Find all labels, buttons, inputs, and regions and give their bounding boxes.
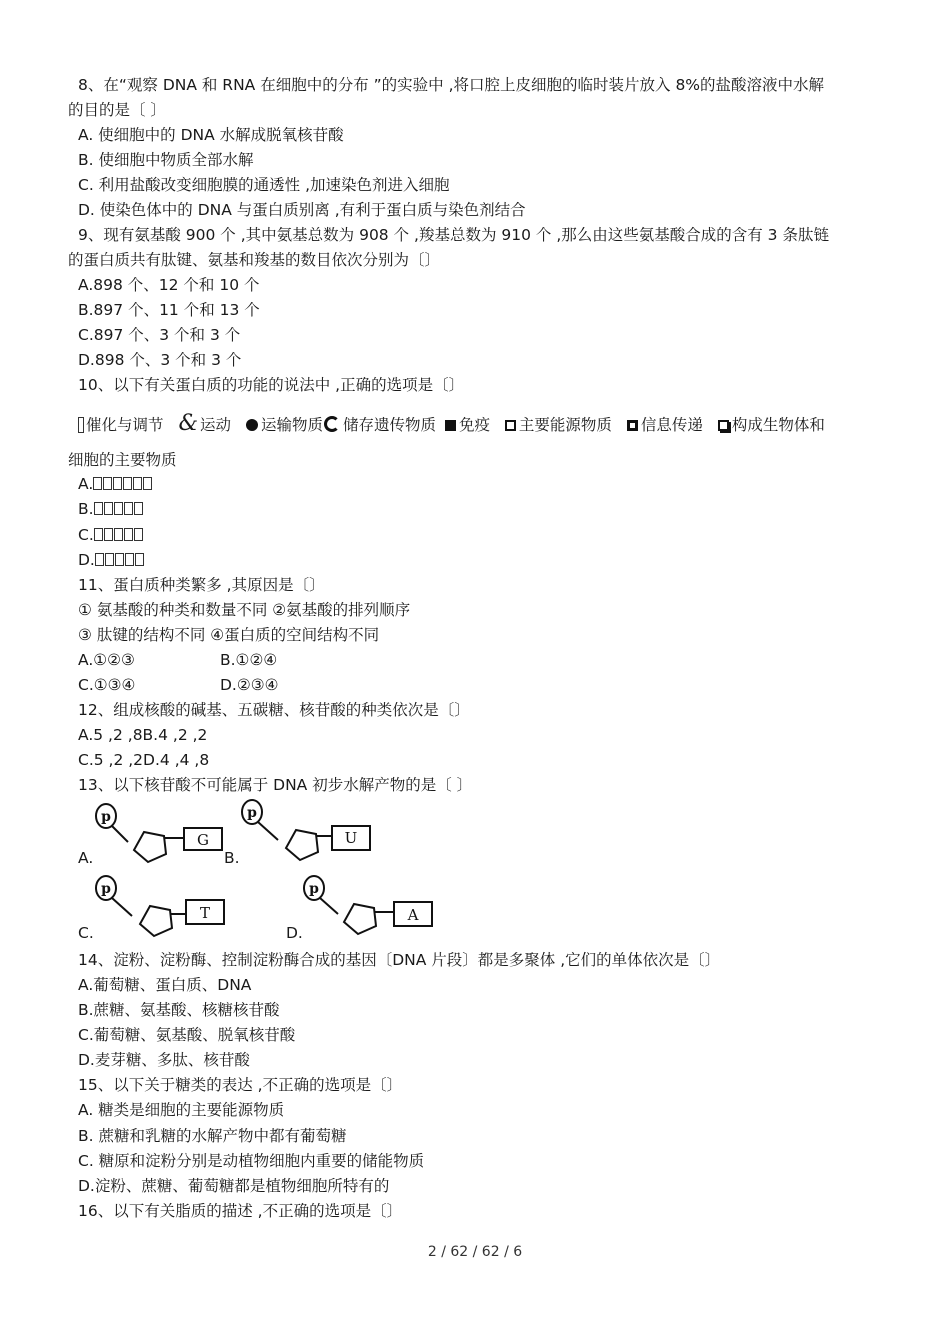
shadow-square-icon: [718, 420, 729, 431]
q8-stem-line1: 8、在“观察 DNA 和 RNA 在细胞中的分布 ”的实验中 ,将口腔上皮细胞的临时装片放入 8%的盐酸溶液中水解: [78, 76, 825, 94]
q10-option-c-label: C.: [78, 526, 94, 544]
q11-option-c: C.①③④: [78, 676, 136, 694]
q8-option-a: A. 使细胞中的 DNA 水解成脱氧核苷酸: [78, 126, 344, 144]
q9-option-b: B.897 个、11 个和 13 个: [78, 301, 260, 319]
q10-option-d: [78, 550, 145, 570]
phosphate-label: p: [247, 805, 257, 821]
q9-option-d: D.898 个、3 个和 3 个: [78, 351, 242, 369]
q9-stem-line2: 的蛋白质共有肽键、氨基和羧基的数目依次分别为〔〕: [68, 251, 441, 269]
q15-option-b: B. 蔗糖和乳糖的水解产物中都有葡萄糖: [78, 1127, 347, 1145]
pentose-ring: [134, 832, 166, 862]
q11-option-d: D.②③④: [220, 676, 279, 694]
q14-stem: 14、淀粉、淀粉酶、控制淀粉酶合成的基因〔DNA 片段〕都是多聚体 ,它们的单体依次是〔〕: [78, 951, 721, 969]
base-label: G: [197, 831, 209, 849]
empty-square-icon: [505, 420, 516, 431]
q10-item-5: 免疫: [458, 416, 490, 434]
q15-option-c: C. 糖原和淀粉分别是动植物细胞内重要的储能物质: [78, 1152, 425, 1170]
q10-option-a-label: A.: [78, 475, 94, 493]
pentose-ring: [344, 904, 376, 934]
q9-option-c: C.897 个、3 个和 3 个: [78, 326, 241, 344]
base-label: U: [344, 829, 358, 847]
filled-square-icon: [445, 420, 456, 431]
q11-line2: ③ 肽键的结构不同 ④蛋白质的空间结构不同: [78, 626, 380, 644]
q9-stem-line1: 9、现有氨基酸 900 个 ,其中氨基总数为 908 个 ,羧基总数为 910 个 ,那么由这些氨基酸合成的含有 3 条肽链: [78, 226, 829, 244]
q8-option-b: B. 使细胞中物质全部水解: [78, 151, 254, 169]
q16-stem: 16、以下有关脂质的描述 ,不正确的选项是〔〕: [78, 1202, 403, 1220]
q10-option-b-glyph-boxes: [94, 499, 144, 519]
phosphate-label: p: [309, 881, 319, 897]
q9-option-a: A.898 个、12 个和 10 个: [78, 276, 260, 294]
q10-option-a: [78, 474, 153, 494]
q13-stem: 13、以下核苷酸不可能属于 DNA 初步水解产物的是〔 〕: [78, 776, 473, 794]
q10-option-c-glyph-boxes: [94, 525, 144, 545]
filled-circle-icon: [246, 419, 258, 431]
ampersand-icon: &: [178, 411, 199, 436]
q12-options-line1: A.5 ,2 ,8B.4 ,2 ,2: [78, 726, 208, 744]
q12-stem: 12、组成核酸的碱基、五碳糖、核苷酸的种类依次是〔〕: [78, 701, 470, 719]
q11-line1: ① 氨基酸的种类和数量不同 ②氨基酸的排列顺序: [78, 601, 411, 619]
q10-item-4: 储存遗传物质: [343, 416, 437, 434]
q8-option-d: D. 使染色体中的 DNA 与蛋白质别离 ,有利于蛋白质与染色剂结合: [78, 201, 526, 219]
q8-option-c: C. 利用盐酸改变细胞膜的通透性 ,加速染色剂进入细胞: [78, 176, 450, 194]
q13-nucleotide-b-diagram: [238, 796, 374, 866]
q11-option-a: A.①②③: [78, 651, 135, 669]
phosphate-label: p: [101, 881, 111, 897]
q13-option-a-label: A.: [78, 849, 94, 867]
q10-option-d-label: D.: [78, 551, 95, 569]
q10-option-a-glyph-boxes: [93, 474, 153, 494]
q10-item-6: 主要能源物质: [518, 416, 612, 434]
q11-stem: 11、蛋白质种类繁多 ,其原因是〔〕: [78, 576, 325, 594]
q10-option-c: [78, 525, 144, 545]
q13-nucleotide-c-diagram: [92, 872, 228, 942]
item-marker-icon: [78, 417, 84, 433]
q12-options-line2: C.5 ,2 ,2D.4 ,4 ,8: [78, 751, 210, 769]
q8-stem-line2: 的目的是〔 〕: [68, 101, 166, 119]
q11-option-b: B.①②④: [220, 651, 278, 669]
q10-item-2: 运动: [200, 416, 232, 434]
q14-option-b: B.蔗糖、氨基酸、核糖核苷酸: [78, 1001, 280, 1019]
q10-item-1: 催化与调节: [86, 416, 164, 434]
q10-item-7: 信息传递: [640, 416, 703, 434]
q15-option-a: A. 糖类是细胞的主要能源物质: [78, 1101, 285, 1119]
q10-items-row: [78, 412, 825, 437]
q13-option-b-label: B.: [224, 849, 240, 867]
q10-item-3: 运输物质: [261, 416, 324, 434]
q10-items-continued: 细胞的主要物质: [68, 451, 177, 469]
base-label: T: [199, 904, 211, 922]
q13-nucleotide-a-diagram: [92, 798, 228, 868]
q10-item-8: 构成生物体和: [731, 416, 825, 434]
crescent-circle-icon: [324, 416, 340, 432]
q10-option-b: [78, 499, 144, 519]
q15-option-d: D.淀粉、蔗糖、葡萄糖都是植物细胞所特有的: [78, 1177, 390, 1195]
q14-option-d: D.麦芽糖、多肽、核苷酸: [78, 1051, 250, 1069]
base-label: A: [407, 906, 419, 924]
q10-option-b-label: B.: [78, 500, 94, 518]
q13-option-d-label: D.: [286, 924, 303, 942]
pentose-ring: [140, 906, 172, 936]
q13-nucleotide-d-diagram: [302, 872, 438, 942]
q14-option-a: A.葡萄糖、蛋白质、DNA: [78, 976, 252, 994]
q15-stem: 15、以下关于糖类的表达 ,不正确的选项是〔〕: [78, 1076, 403, 1094]
q10-stem: 10、以下有关蛋白质的功能的说法中 ,正确的选项是〔〕: [78, 376, 465, 394]
q13-option-c-label: C.: [78, 924, 94, 942]
q14-option-c: C.葡萄糖、氨基酸、脱氧核苷酸: [78, 1026, 296, 1044]
pentose-ring: [286, 830, 318, 860]
q10-option-d-glyph-boxes: [95, 550, 145, 570]
page-footer: 2 / 62 / 62 / 6: [427, 1244, 523, 1260]
bold-square-icon: [627, 420, 638, 431]
phosphate-label: p: [101, 809, 111, 825]
